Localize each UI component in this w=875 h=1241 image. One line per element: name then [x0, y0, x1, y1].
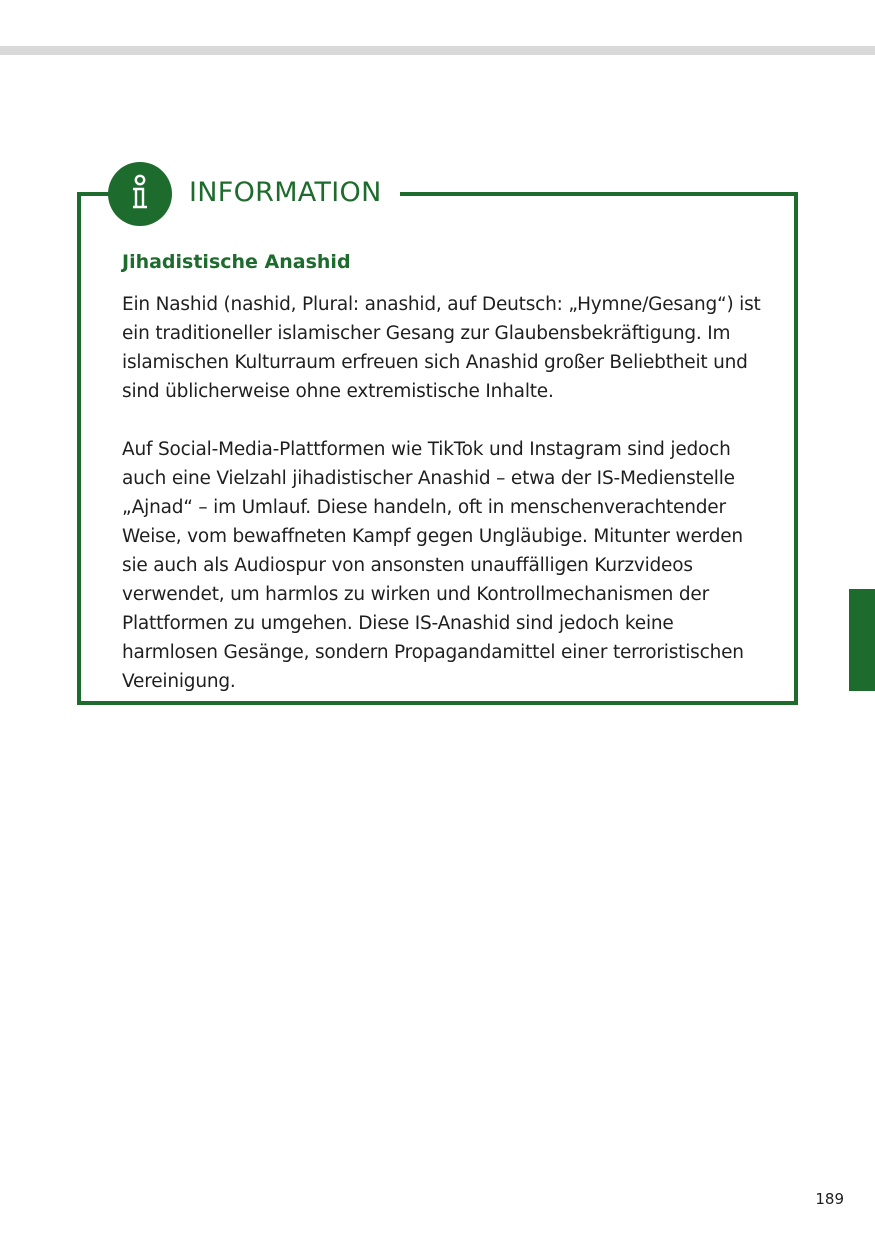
top-divider [0, 46, 875, 55]
page-number: 189 [815, 1190, 844, 1208]
paragraph-1: Ein Nashid (nashid, Plural: anashid, auf Deutsch: „Hymne/Gesang“) ist ein traditioneller islamischer Gesang zur Glaubensbekräftigung. Im islamischen Kulturraum erfreuen sich Anashid großer Beliebtheit und sind üblicherweise ohne extremistische Inhalte. [122, 294, 761, 402]
information-box-top-border-right [400, 192, 794, 196]
information-subtitle: Jihadistische Anashid [122, 251, 351, 273]
info-icon [108, 162, 172, 226]
chapter-tab-marker [849, 589, 875, 691]
information-content [122, 248, 762, 696]
information-title: INFORMATION [189, 177, 382, 208]
information-box-top-border-left [77, 192, 111, 196]
paragraph-2: Auf Social-Media-Plattformen wie TikTok und Instagram sind jedoch auch eine Vielzahl jihadistischer Anashid – etwa der IS-Medienstelle „Ajnad“ – im Umlauf. Diese handeln, oft in menschenverachtender Weise, vom bewaffneten Kampf gegen Ungläubige. Mitunter werden sie auch als Audiospur von ansonsten unauffälligen Kurzvideos verwendet, um harmlos zu wirken und Kontrollmechanismen der Plattformen zu umgehen. Diese IS-Anashid sind jedoch keine harmlosen Gesänge, sondern Propagandamittel einer terroristischen Vereinigung. [122, 439, 744, 692]
